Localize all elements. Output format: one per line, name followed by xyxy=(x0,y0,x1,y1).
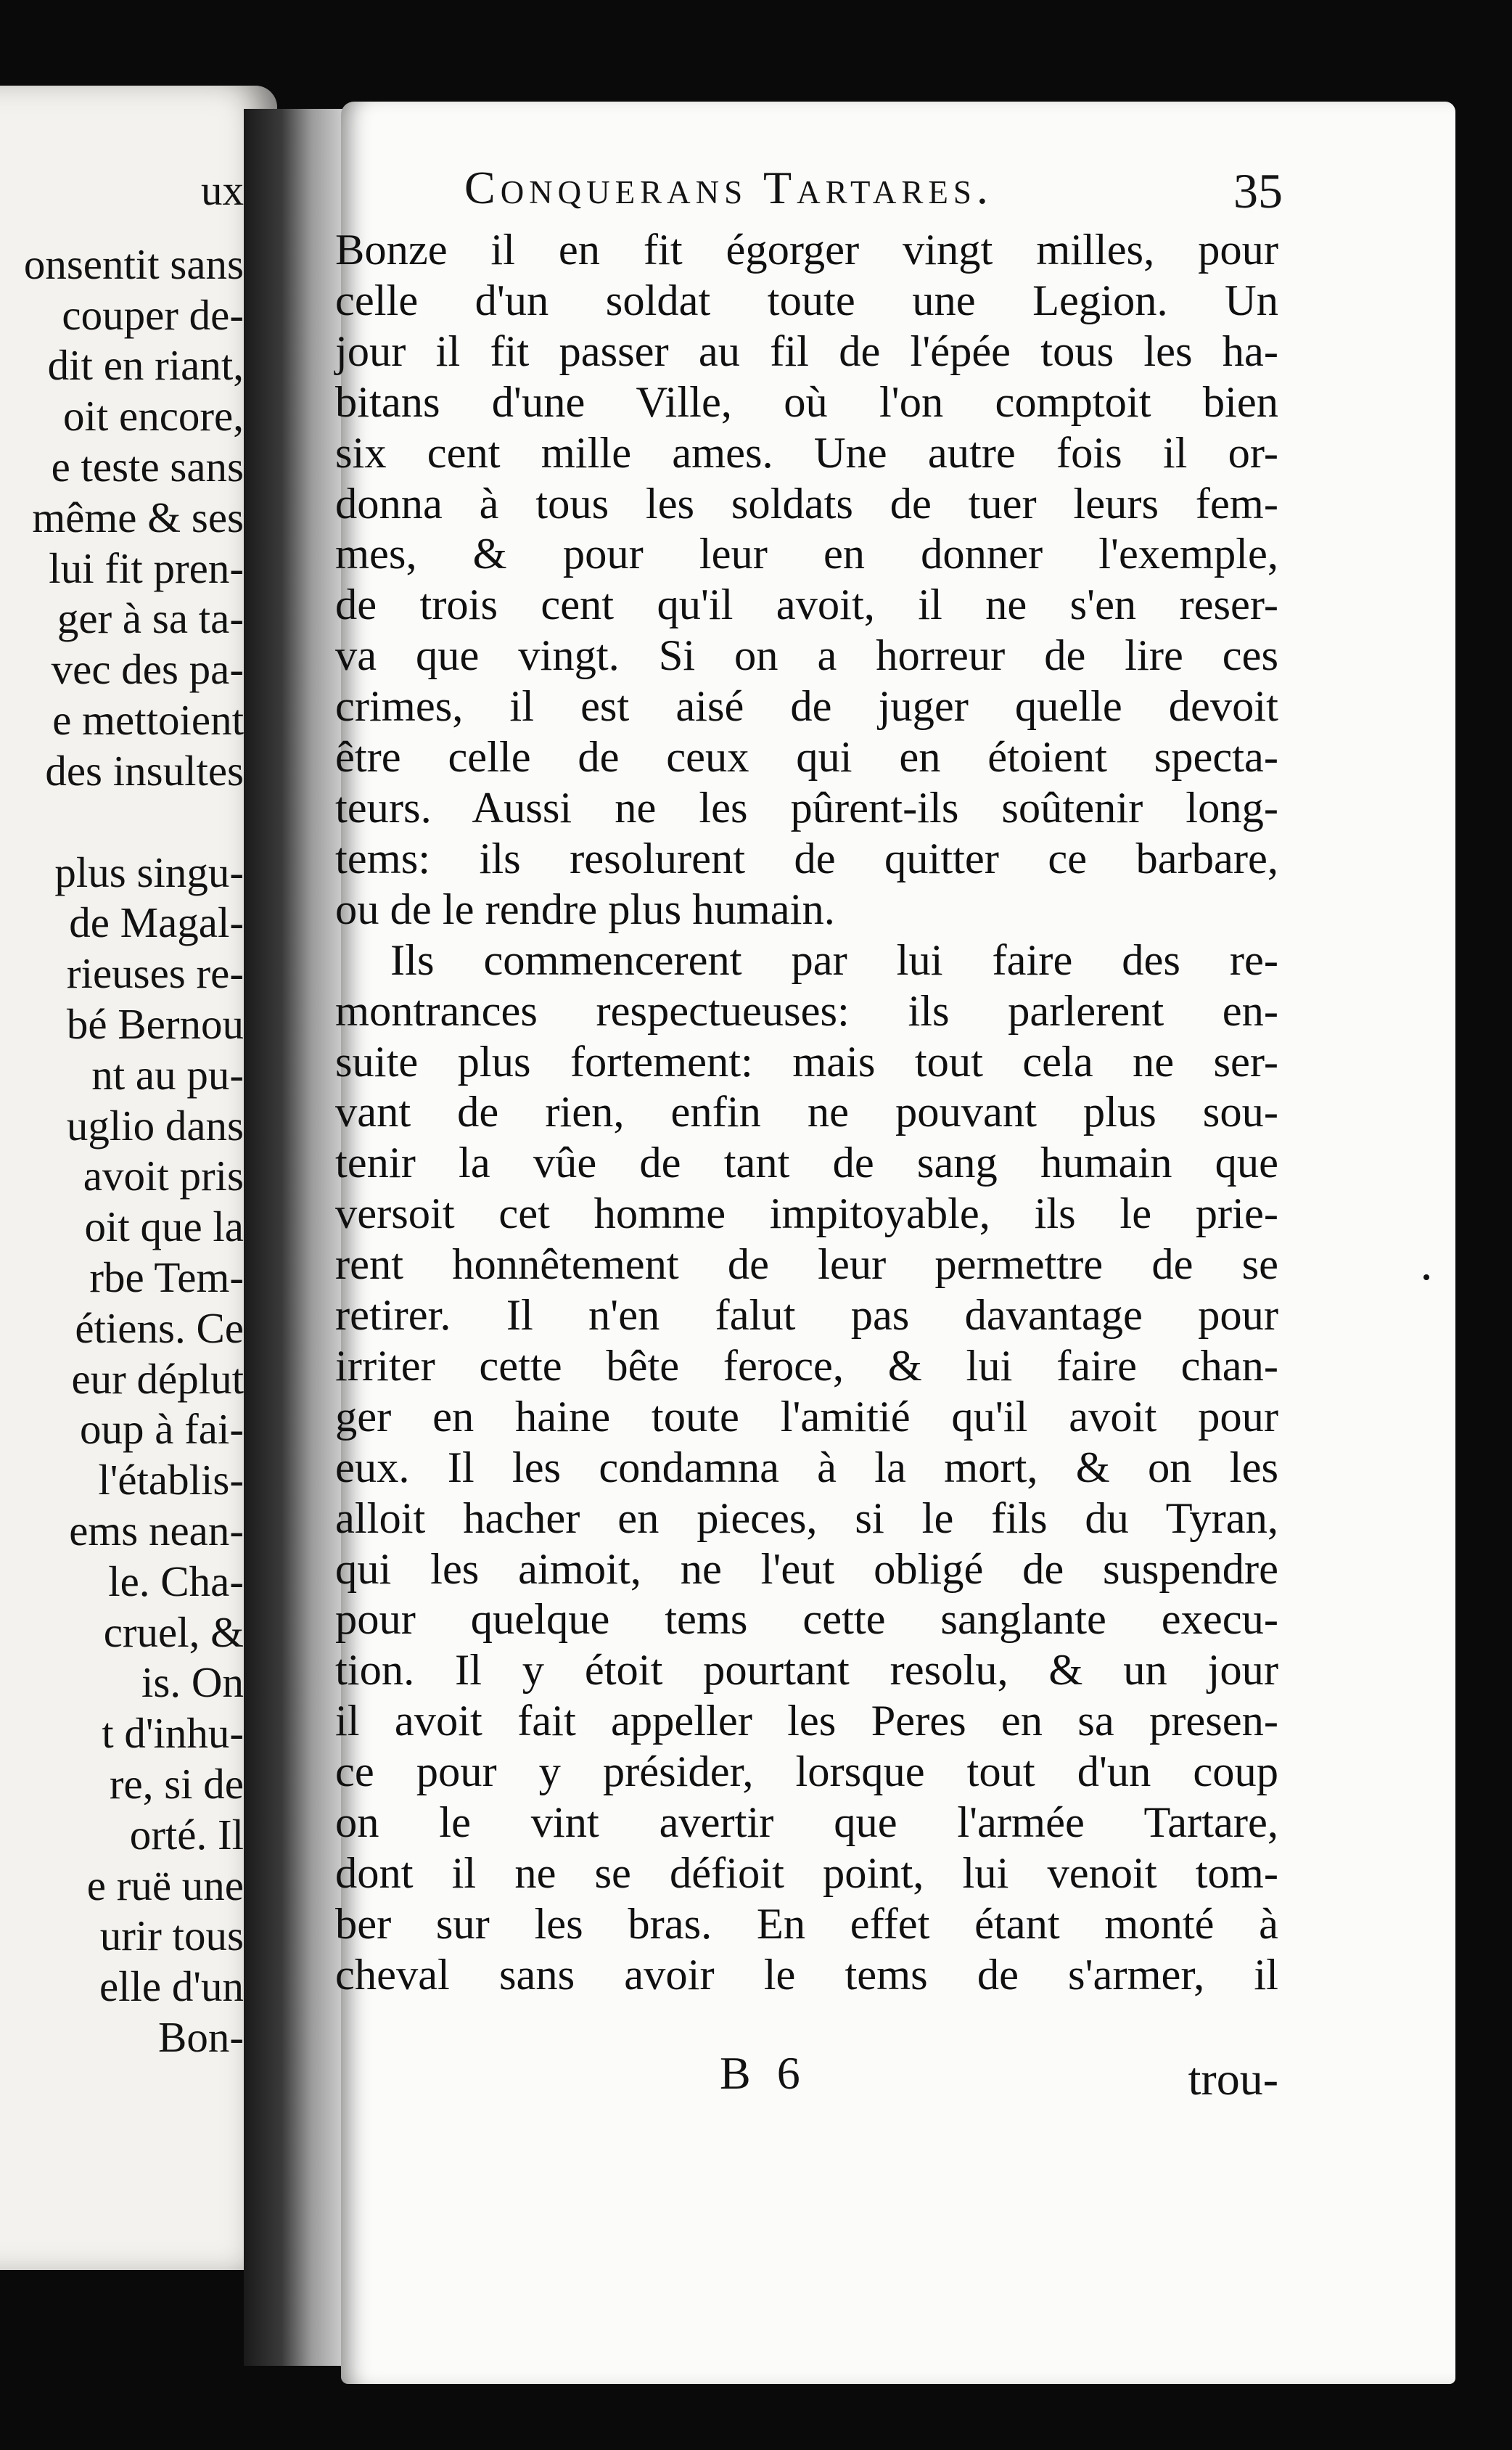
text-line: irriter cette bête feroce, & lui faire chan- xyxy=(335,1341,1278,1390)
text-line: ber sur les bras. En effet étant monté à xyxy=(335,1899,1278,1949)
running-head: Conquerans Tartares. xyxy=(464,162,993,213)
left-line: ems nean- xyxy=(69,1506,244,1554)
left-line: oit que la xyxy=(84,1203,244,1251)
left-line: re, si de xyxy=(109,1759,244,1808)
text-line: ger en haine toute l'amitié qu'il avoit pour xyxy=(335,1392,1278,1441)
text-line: qui les aimoit, ne l'eut obligé de suspendre xyxy=(335,1544,1278,1594)
text-line: tems: ils resolurent de quitter ce barbare, xyxy=(335,834,1278,883)
left-line: e teste sans xyxy=(51,442,244,491)
text-line: cheval sans avoir le tems de s'armer, il xyxy=(335,1950,1278,1999)
text-line: six cent mille ames. Une autre fois il or- xyxy=(335,428,1278,478)
text-line: montrances respectueuses: ils parlerent en- xyxy=(335,986,1278,1036)
left-line: ger à sa ta- xyxy=(57,594,244,643)
text-line: Ils commencerent par lui faire des re- xyxy=(390,935,1278,985)
text-line: suite plus fortement: mais tout cela ne ser- xyxy=(335,1037,1278,1086)
left-line: des insultes xyxy=(45,746,244,795)
left-line: avoit pris xyxy=(83,1152,244,1200)
page-number: 35 xyxy=(1233,163,1283,218)
text-line: bitans d'une Ville, où l'on comptoit bien xyxy=(335,377,1278,427)
text-line: ce pour y présider, lorsque tout d'un coup xyxy=(335,1748,1278,1797)
text-line: retirer. Il n'en falut pas davantage pour xyxy=(335,1291,1278,1340)
text-line: eux. Il les condamna à la mort, & on les xyxy=(335,1443,1278,1492)
left-page-text xyxy=(0,165,244,2063)
left-line: couper de- xyxy=(62,290,244,339)
catchword: trou- xyxy=(1188,2053,1278,2105)
left-line: orté. Il xyxy=(129,1810,244,1859)
body-text xyxy=(335,225,1278,2001)
page-footer xyxy=(335,2047,1278,2105)
left-line: nt au pu- xyxy=(91,1050,244,1099)
text-line: vant de rien, enfin ne pouvant plus sou- xyxy=(335,1088,1278,1137)
left-line: rieuses re- xyxy=(66,949,244,998)
left-line: ux xyxy=(201,166,244,214)
left-line: plus singu- xyxy=(54,848,244,896)
left-line: elle d'un xyxy=(99,1962,244,2011)
left-line: e mettoient xyxy=(52,695,244,744)
text-line: va que vingt. Si on a horreur de lire ces xyxy=(335,631,1278,681)
left-line: de Magal- xyxy=(69,898,244,947)
left-line: e ruë une xyxy=(86,1861,244,1909)
text-line: celle d'un soldat toute une Legion. Un xyxy=(335,276,1278,325)
left-line: l'établis- xyxy=(98,1456,244,1504)
text-line: rent honnêtement de leur permettre de se xyxy=(335,1240,1278,1290)
text-line: il avoit fait appeller les Peres en sa presen- xyxy=(335,1697,1278,1746)
text-line: teurs. Aussi ne les pûrent-ils soûtenir long- xyxy=(335,783,1278,832)
left-line: étiens. Ce xyxy=(75,1303,244,1352)
signature-mark: B 6 xyxy=(720,2047,808,2099)
text-line: ou de le rendre plus humain. xyxy=(335,885,835,934)
left-line: Bon- xyxy=(158,2012,244,2061)
text-line: dont il ne se défioit point, lui venoit tom- xyxy=(335,1849,1278,1898)
text-line: Bonze il en fit égorger vingt milles, pour xyxy=(335,226,1278,274)
text-line: tenir la vûe de tant de sang humain que xyxy=(335,1139,1278,1188)
text-line: tion. Il y étoit pourtant resolu, & un jour xyxy=(335,1646,1278,1695)
left-line: uglio dans xyxy=(66,1101,244,1150)
left-line: vec des pa- xyxy=(51,645,244,694)
text-line: être celle de ceux qui en étoient specta- xyxy=(335,733,1278,782)
text-line: versoit cet homme impitoyable, ils le prie- xyxy=(335,1189,1278,1239)
text-line: jour il fit passer au fil de l'épée tous les ha- xyxy=(335,327,1278,376)
left-line: is. On xyxy=(141,1658,244,1707)
left-line: même & ses xyxy=(32,493,244,541)
left-line: oit encore, xyxy=(63,392,244,441)
left-line: urir tous xyxy=(99,1912,244,1960)
text-line: alloit hacher en pieces, si le fils du Tyran, xyxy=(335,1494,1278,1543)
left-line: dit en riant, xyxy=(47,341,244,390)
left-line: t d'inhu- xyxy=(102,1709,244,1758)
left-line: cruel, & xyxy=(103,1607,244,1656)
left-line: rbe Tem- xyxy=(89,1253,244,1301)
left-line: le. Cha- xyxy=(108,1557,244,1605)
left-line: eur déplut xyxy=(71,1354,244,1403)
left-line: oup à fai- xyxy=(79,1405,244,1454)
text-line: on le vint avertir que l'armée Tartare, xyxy=(335,1798,1278,1848)
ink-speck xyxy=(1423,1274,1429,1280)
text-line: pour quelque tems cette sanglante execu- xyxy=(335,1595,1278,1644)
left-line: lui fit pren- xyxy=(49,544,244,592)
text-line: de trois cent qu'il avoit, il ne s'en reser- xyxy=(335,581,1278,630)
text-line: donna à tous les soldats de tuer leurs fem- xyxy=(335,479,1278,528)
left-line: onsentit sans xyxy=(23,239,244,288)
text-line: crimes, il est aisé de juger quelle devoit xyxy=(335,682,1278,732)
left-line: bé Bernou xyxy=(66,999,244,1048)
text-line: mes, & pour leur en donner l'exemple, xyxy=(335,530,1278,579)
